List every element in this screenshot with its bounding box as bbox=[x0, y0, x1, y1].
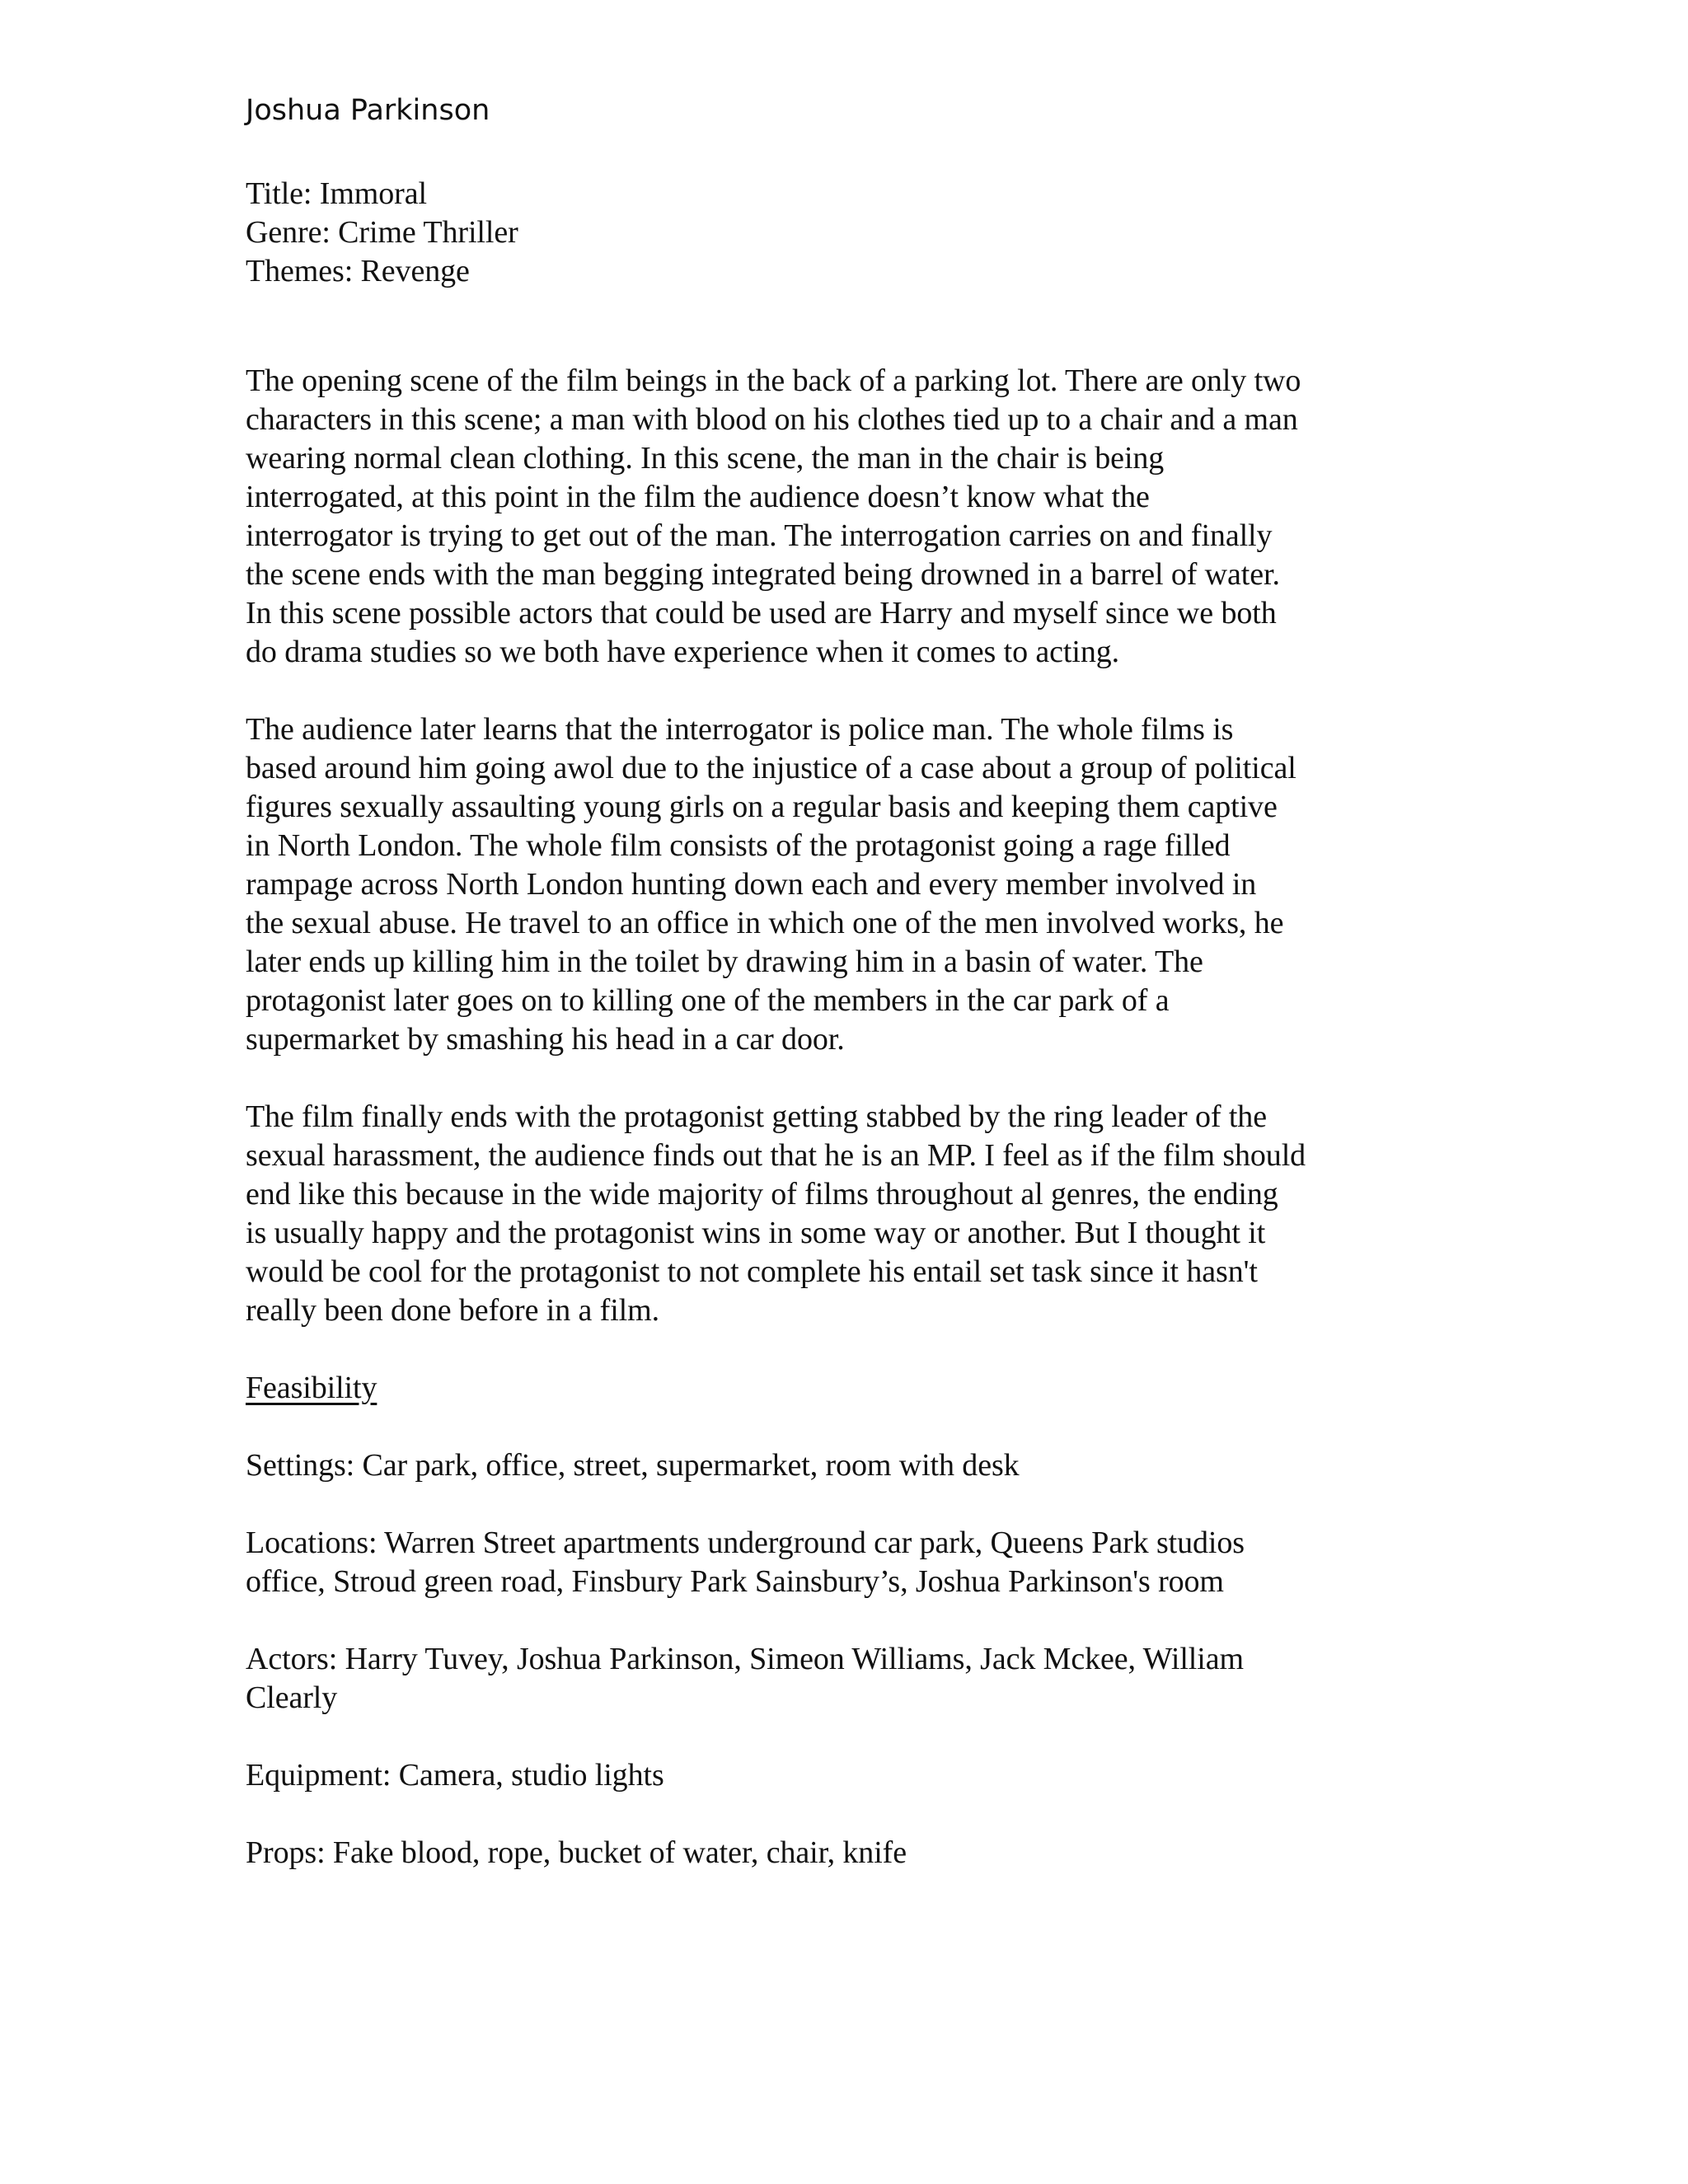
props-line: Props: Fake blood, rope, bucket of water, chair, knife bbox=[246, 1835, 907, 1870]
film-themes: Themes: Revenge bbox=[246, 254, 470, 288]
plot-paragraph: The audience later learns that the interrogator is police man. The whole films is based around him going awol due to the injustice of a case about a group of political figures sexually assaulting young girls on a regular basis and keeping them captive in North London. The whole film consists of the protagonist going a rage filled rampage across North London hunting down each and every member involved in the sexual abuse. He travel to an office in which one of the men involved works, he later ends up killing him in the toilet by drawing him in a basin of water. The protagonist later goes on to killing one of the members in the car park of a supermarket by smashing his head in a car door. bbox=[246, 712, 1296, 1057]
film-metadata bbox=[246, 175, 1465, 291]
film-title: Title: Immoral bbox=[246, 176, 427, 211]
feasibility-heading: Feasibility bbox=[246, 1371, 377, 1405]
opening-scene-paragraph: The opening scene of the film beings in the back of a parking lot. There are only two characters in this scene; a man with blood on his clothes tied up to a chair and a man wearing normal clean clothing. In this scene, the man in the chair is being interrogated, at this point in the film the audience doesn’t know what the interrogator is trying to get out of the man. The interrogation carries on and finally the scene ends with the man begging integrated being drowned in a barrel of water. In this scene possible actors that could be used are Harry and myself since we both do drama studies so we both have experience when it comes to acting. bbox=[246, 363, 1301, 669]
actors-line: Actors: Harry Tuvey, Joshua Parkinson, Simeon Williams, Jack Mckee, William Clearly bbox=[246, 1642, 1244, 1715]
locations-line: Locations: Warren Street apartments underground car park, Queens Park studios office, Stroud green road, Finsbury Park Sainsbury’s, Joshua Parkinson's room bbox=[246, 1526, 1245, 1599]
film-genre: Genre: Crime Thriller bbox=[246, 215, 518, 250]
ending-paragraph: The film finally ends with the protagonist getting stabbed by the ring leader of the sexual harassment, the audience finds out that he is an MP. I feel as if the film should end like this because in the wide majority of films throughout al genres, the ending is usually happy and the protagonist wins in some way or another. But I thought it would be cool for the protagonist to not complete his entail set task since it hasn't really been done before in a film. bbox=[246, 1099, 1306, 1328]
settings-line: Settings: Car park, office, street, supermarket, room with desk bbox=[246, 1448, 1020, 1483]
equipment-line: Equipment: Camera, studio lights bbox=[246, 1758, 664, 1793]
author-name: Joshua Parkinson bbox=[246, 94, 490, 127]
document-content bbox=[246, 91, 1465, 1872]
